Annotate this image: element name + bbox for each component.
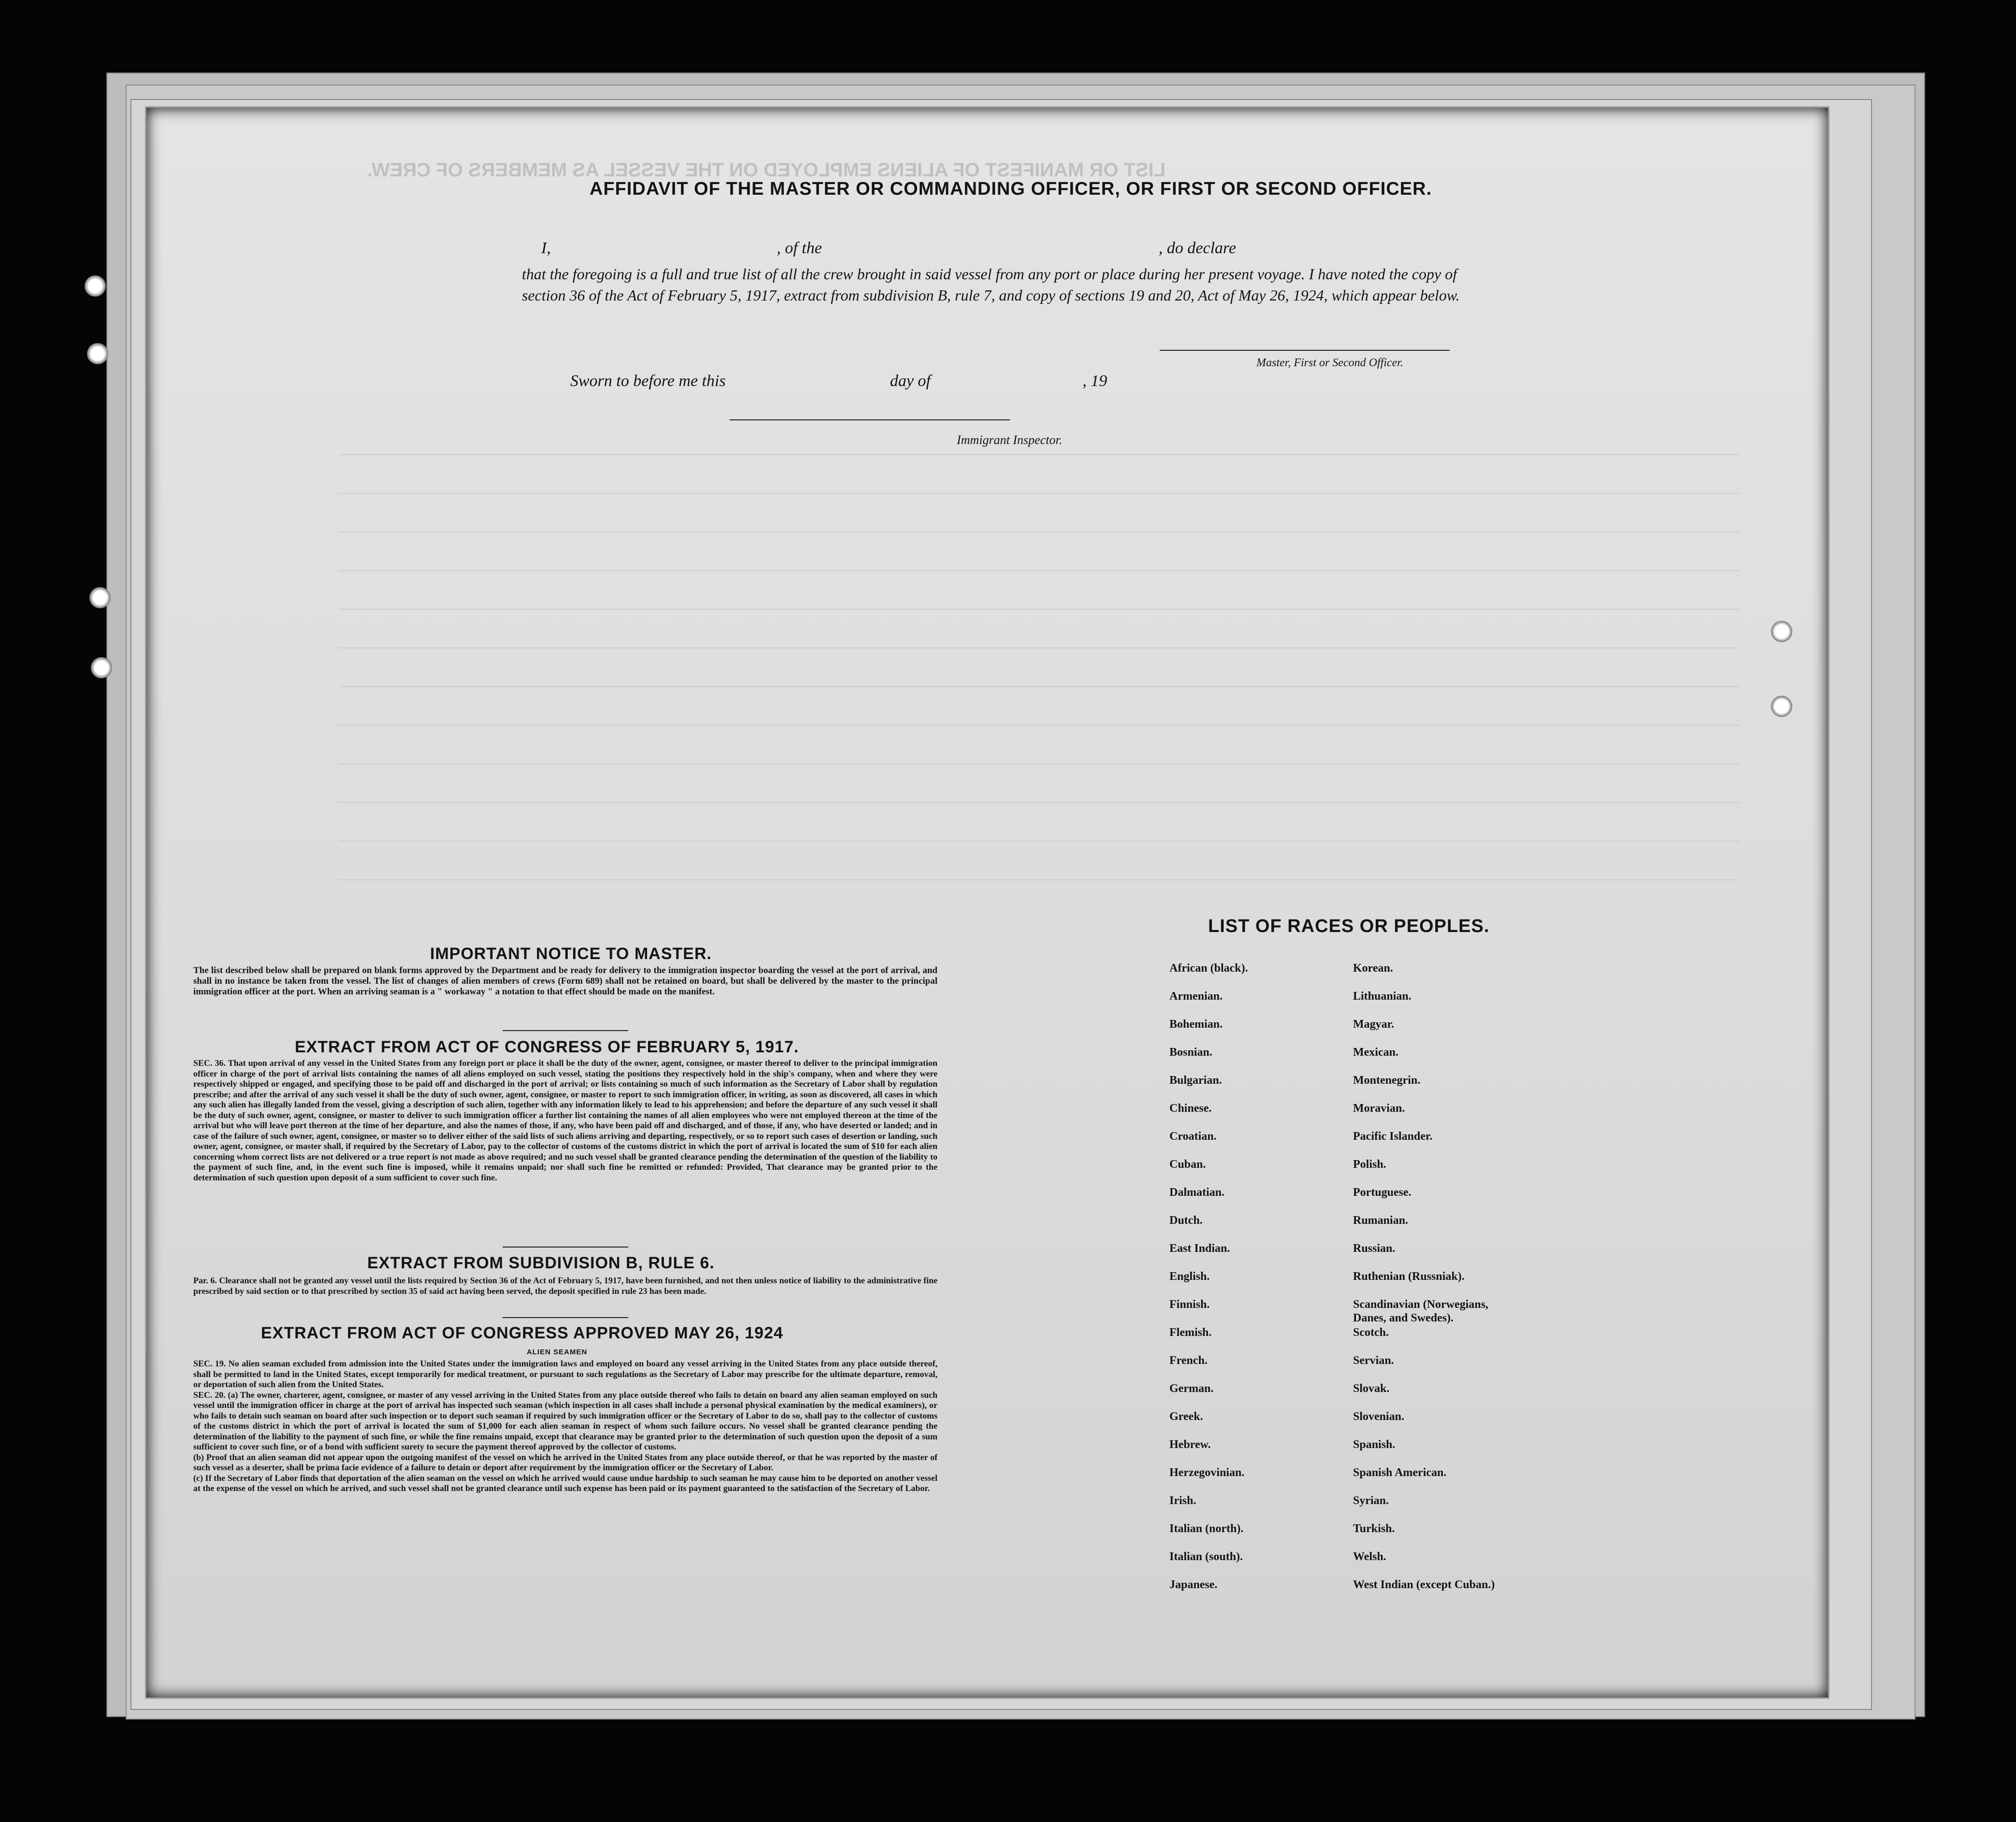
sec19-paragraph: SEC. 19. No alien seaman excluded from admission into the United States under the immigration laws and employed on board any vessel arriving in the United States from any place outside thereof, shall be permitted to land in the United States, except temporarily for medical treatment, or pursuant to such regulations as the Secretary of Labor may prescribe for the ultimate departure, removal, or deportation of such alien from the United States. xyxy=(193,1359,937,1389)
race-item: Finnish. xyxy=(1169,1298,1210,1311)
race-item: Moravian. xyxy=(1353,1102,1405,1115)
sworn-line: Sworn to before me this day of , 19 xyxy=(570,372,1108,390)
inspector-label: Immigrant Inspector. xyxy=(957,433,1063,447)
race-item: Herzegovinian. xyxy=(1169,1466,1245,1479)
race-item: Rumanian. xyxy=(1353,1214,1409,1227)
divider xyxy=(503,1247,628,1248)
race-item: Korean. xyxy=(1353,962,1393,975)
punch-hole-left-2 xyxy=(87,343,108,364)
bleed-through-title: LIST OR MANIFEST OF ALIENS EMPLOYED ON THE VESSEL AS MEMBERS OF CREW. xyxy=(367,159,1166,181)
race-item: Turkish. xyxy=(1353,1522,1395,1535)
race-item: Spanish American. xyxy=(1353,1466,1447,1479)
punch-hole-right-2 xyxy=(1771,696,1792,717)
race-item: Cuban. xyxy=(1169,1158,1206,1171)
race-item: Slovenian. xyxy=(1353,1410,1405,1423)
ghost-row xyxy=(338,609,1740,610)
races-left-column xyxy=(1169,961,1248,1606)
ghost-row xyxy=(338,531,1740,532)
race-item: Portuguese. xyxy=(1353,1186,1411,1199)
extract1-text: SEC. 36. That upon arrival of any vessel in the United States from any foreign port or place it shall be the duty of the owner, agent, consignee, or master thereof to deliver to the principal immigration officer in charge of the port of arrival lists containing the names of all aliens employed on such vessel, stating the positions they respectively hold in the ship's company, when and where they were respectively shipped or engaged, and specifying those to be paid off and discharged in the port of arrival; or lists containing so much of such information as the Secretary of Labor shall by regulation prescribe; and after the arrival of any such vessel it shall be the duty of such owner, agent, consignee, or master to report to such immigration officer, in writing, as soon as discovered, all cases in which any such alien has illegally landed from the vessel, giving a description of such alien, together with any information likely to lead to his apprehension; and before the departure of any such vessel it shall be the duty of such owner, agent, consignee, or master to deliver to such immigration officer a further list containing the names of all alien employees who were not employed thereon at the time of the arrival but who will leave port thereon at the time of her departure, and also the names of those, if any, who have been paid off and discharged, and of those, if any, who have deserted or landed; and in case of the failure of such owner, agent, consignee, or master so to deliver either of the said lists of such aliens arriving and departing, respectively, or so to report such cases of desertion or landing, such owner, agent, consignee, or master shall, if required by the Secretary of Labor, pay to the collector of customs of the customs district in which the port of arrival is located the sum of $10 for each alien concerning whom correct lists are not delivered or a true report is not made as above required; and no such vessel shall be granted clearance pending the determination of the question of the liability to the payment of such fine, and, in the event such fine is imposed, while it remains unpaid; nor shall such fine be remitted or refunded: Provided, That clearance may be granted prior to the determination of such question upon deposit of a sum sufficient to cover such fine. xyxy=(193,1058,937,1182)
race-item: Slovak. xyxy=(1353,1382,1390,1395)
race-item: Bosnian. xyxy=(1169,1046,1212,1059)
affidavit-title: AFFIDAVIT OF THE MASTER OR COMMANDING OFFICER, OR FIRST OR SECOND OFFICER. xyxy=(590,179,1432,199)
race-item: Irish. xyxy=(1169,1494,1196,1507)
race-item: West Indian (except Cuban.) xyxy=(1353,1578,1495,1591)
sec20b-paragraph: (b) Proof that an alien seaman did not appear upon the outgoing manifest of the vessel on which he arrived in the United States from any place outside thereof, or that he was reported by the master of such vessel as a deserter, shall be prima facie evidence of a failure to detain or deport after requirement by the immigration officer or the Secretary of Labor. xyxy=(193,1452,937,1472)
punch-hole-left-4 xyxy=(91,657,112,678)
ghost-row xyxy=(338,454,1740,455)
race-item: African (black). xyxy=(1169,962,1248,975)
race-item: Armenian. xyxy=(1169,990,1223,1003)
affidavit-body: that the foregoing is a full and true list of all the crew brought in said vessel from any port or place during her present voyage. I have noted the copy of section 36 of the Act of February 5, 1917, extract from subdivision B, rule 7, and copy of sections 19 and 20, Act of May 26, 1924, which appear below. xyxy=(522,265,1460,304)
ghost-row xyxy=(338,763,1740,764)
signature-label: Master, First or Second Officer. xyxy=(1256,357,1403,369)
race-item: Flemish. xyxy=(1169,1326,1212,1339)
notice-text: The list described below shall be prepared on blank forms approved by the Department and be ready for delivery to the immigration inspector boarding the vessel at the port of arrival, and shall in no instance be taken from the vessel. The list of changes of alien members of crews (Form 689) shall not be retained on board, but shall be delivered by the master to the principal immigration officer at the port. When an arriving seaman is a " workaway " a notation to that effect should be made on the manifest. xyxy=(193,965,937,997)
race-item: German. xyxy=(1169,1382,1214,1395)
divider xyxy=(503,1030,628,1031)
race-item: Russian. xyxy=(1353,1242,1396,1255)
races-right-column xyxy=(1353,961,1512,1606)
ghost-row xyxy=(338,725,1740,726)
extract3-text xyxy=(193,1359,937,1494)
punch-hole-right-1 xyxy=(1771,621,1792,642)
race-item: Bulgarian. xyxy=(1169,1074,1222,1087)
affidavit-declaration-line: I, , of the , do declare xyxy=(541,239,1236,257)
ghost-row xyxy=(338,802,1740,803)
ghost-row xyxy=(338,841,1740,842)
notice-heading: IMPORTANT NOTICE TO MASTER. xyxy=(430,945,712,963)
race-item: Syrian. xyxy=(1353,1494,1389,1507)
race-item: Dalmatian. xyxy=(1169,1186,1224,1199)
race-item: Bohemian. xyxy=(1169,1018,1223,1031)
race-item: Japanese. xyxy=(1169,1578,1218,1591)
race-item: Servian. xyxy=(1353,1354,1394,1367)
race-item: Spanish. xyxy=(1353,1438,1396,1451)
race-item: Magyar. xyxy=(1353,1018,1395,1031)
race-item: Dutch. xyxy=(1169,1214,1203,1227)
ghost-row xyxy=(338,493,1740,494)
race-item: Scotch. xyxy=(1353,1326,1389,1339)
extract3-heading: EXTRACT FROM ACT OF CONGRESS APPROVED MAY 26, 1924 xyxy=(261,1324,783,1342)
race-item: Croatian. xyxy=(1169,1130,1217,1143)
race-item: Scandinavian (Norwegians, Danes, and Swedes). xyxy=(1353,1298,1489,1324)
sec20c-paragraph: (c) If the Secretary of Labor finds that deportation of the alien seaman on the vessel on which he arrived would cause undue hardship to such seaman he may cause him to be deported on another vessel at the expense of the vessel on which he arrived, and such vessel shall not be granted clearance until such expense has been paid or its payment guaranteed to the satisfaction of the Secretary of Labor. xyxy=(193,1473,937,1493)
race-item: English. xyxy=(1169,1270,1210,1283)
race-item: Greek. xyxy=(1169,1410,1203,1423)
race-item: Polish. xyxy=(1353,1158,1386,1171)
punch-hole-left-3 xyxy=(89,587,111,608)
race-item: Chinese. xyxy=(1169,1102,1212,1115)
extract2-heading: EXTRACT FROM SUBDIVISION B, RULE 6. xyxy=(367,1254,715,1272)
race-item: Montenegrin. xyxy=(1353,1074,1421,1087)
race-item: Mexican. xyxy=(1353,1046,1398,1059)
ghost-row xyxy=(338,879,1740,880)
race-item: Pacific Islander. xyxy=(1353,1130,1433,1143)
punch-hole-left-1 xyxy=(85,275,106,297)
race-item: French. xyxy=(1169,1354,1208,1367)
sec20a-paragraph: SEC. 20. (a) The owner, charterer, agent, consignee, or master of any vessel arriving in the United States from any place outside thereof who fails to detain on board any alien seaman employed on such vessel until the immigration officer in charge at the port of arrival has inspected such seaman (which inspection in all cases shall include a personal physical examination by the medical examiners), or who fails to detain such seaman on board after such inspection or to deport such seaman if required by such immigration officer or the Secretary of Labor to do so, shall pay to the collector of customs of the customs district in which the port of arrival is located the sum of $1,000 for each alien seaman in respect of whom such failure occurs. No vessel shall be granted clearance pending the determination of the liability to the payment of such fine, or while the fine remains unpaid, except that clearance may be granted prior to the determination of such question upon the deposit of a sum sufficient to cover such fine, or of a bond with sufficient surety to secure the payment thereof approved by the collector of customs. xyxy=(193,1390,937,1451)
race-item: East Indian. xyxy=(1169,1242,1230,1255)
inspector-signature-line xyxy=(730,419,1010,420)
extract3-subheading: ALIEN SEAMEN xyxy=(527,1348,588,1356)
divider xyxy=(503,1317,628,1318)
extract1-heading: EXTRACT FROM ACT OF CONGRESS OF FEBRUARY 5, 1917. xyxy=(295,1038,799,1056)
race-item: Lithuanian. xyxy=(1353,990,1411,1003)
race-item: Hebrew. xyxy=(1169,1438,1211,1451)
signature-line xyxy=(1160,350,1450,351)
race-item: Italian (south). xyxy=(1169,1550,1243,1563)
race-item: Italian (north). xyxy=(1169,1522,1244,1535)
ghost-row xyxy=(338,570,1740,571)
ghost-row xyxy=(338,647,1740,648)
race-item: Welsh. xyxy=(1353,1550,1386,1563)
races-title: LIST OF RACES OR PEOPLES. xyxy=(1208,916,1490,936)
extract2-text: Par. 6. Clearance shall not be granted any vessel until the lists required by Section 36 of the Act of February 5, 1917, have been furnished, and not then unless notice of liability to the administrative fine prescribed by said section or to that prescribed by section 35 of said act having been served, the deposit specified in rule 23 has been made. xyxy=(193,1276,937,1296)
ghost-row xyxy=(338,686,1740,687)
race-item: Ruthenian (Russniak). xyxy=(1353,1270,1465,1283)
